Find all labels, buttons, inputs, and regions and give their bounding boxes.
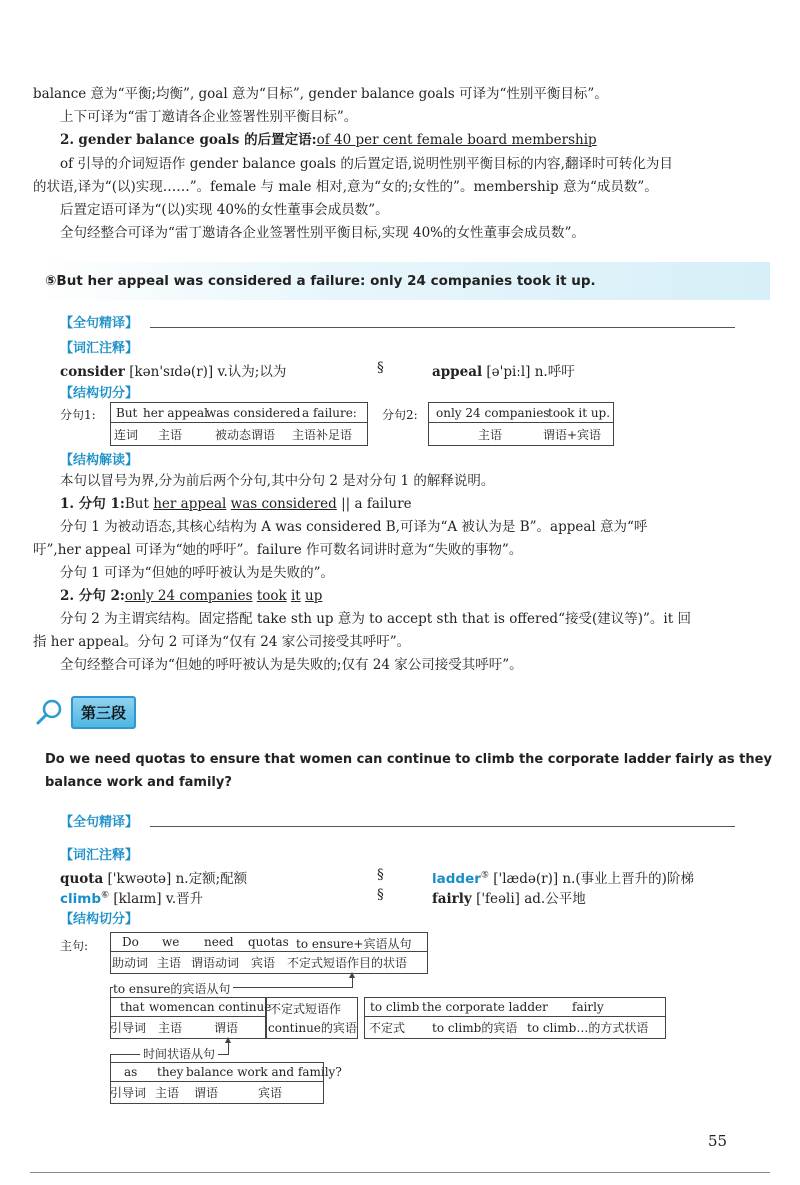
subheading bbox=[60, 587, 800, 605]
clause-role: 主语补足语 bbox=[292, 428, 353, 442]
clause-cell: Do bbox=[122, 935, 139, 949]
subheading-text: 1. 分句 1: bbox=[60, 496, 125, 512]
arrow-head bbox=[225, 1037, 231, 1043]
text: it bbox=[290, 588, 301, 604]
text-line: 上下可译为“雷丁邀请各企业签署性别平衡目标”。 bbox=[60, 109, 358, 125]
vocab-word: ladder bbox=[432, 871, 481, 887]
vocab-entry bbox=[60, 887, 203, 907]
clause-role: 不定式 bbox=[369, 1021, 406, 1035]
clause-cell: balance work and family? bbox=[186, 1065, 342, 1079]
clause-cell: her appeal bbox=[143, 406, 208, 420]
footer-rule bbox=[30, 1172, 770, 1173]
clause-role: 主语 bbox=[158, 1021, 183, 1035]
vocab-entry bbox=[60, 867, 247, 887]
vocab-def: ['lædə(r)] n.(事业上晋升的)阶梯 bbox=[488, 871, 694, 887]
clause-divider bbox=[110, 422, 368, 423]
text: But bbox=[124, 496, 154, 512]
clause-cell: quotas bbox=[248, 935, 289, 949]
text-line: 指 her appeal。分句 2 可译为“仅有 24 家公司接受其呼吁”。 bbox=[33, 634, 411, 650]
clause-role: 引导词 bbox=[110, 1086, 147, 1100]
clause-role: 被动态谓语 bbox=[215, 428, 276, 442]
vocab-entry bbox=[60, 360, 286, 380]
divider-icon: § bbox=[377, 867, 384, 883]
label-full-translation: 【全句精译】 bbox=[60, 316, 139, 331]
clause-label: 分句1: bbox=[60, 408, 96, 422]
subheading-text: 2. 分句 2: bbox=[60, 588, 125, 604]
label-vocab: 【词汇注释】 bbox=[60, 848, 139, 863]
vocab-word: consider bbox=[60, 364, 125, 380]
clause-label: continue的宾语 bbox=[268, 1021, 357, 1035]
text: only 24 companies bbox=[124, 588, 253, 604]
text: up bbox=[305, 588, 323, 604]
clause-label: 不定式短语作 bbox=[269, 1002, 342, 1016]
text-line: 分句 2 为主谓宾结构。固定搭配 take sth up 意为 to accept sth that is offered“接受(建议等)”。it 回 bbox=[60, 611, 691, 627]
clause-divider bbox=[364, 1016, 666, 1017]
clause-cell: only 24 companies bbox=[436, 406, 550, 420]
subheading-number: 2. bbox=[60, 132, 75, 148]
text-line: 分句 1 可译为“但她的呼吁被认为是失败的”。 bbox=[60, 565, 334, 581]
vocab-def: ['kwəʊtə] n.定额;配额 bbox=[103, 871, 248, 887]
subheading bbox=[60, 131, 800, 149]
clause-role: 连词 bbox=[114, 428, 139, 442]
vocab-entry bbox=[432, 887, 586, 907]
clause-role: 主语 bbox=[158, 428, 183, 442]
vocab-word: quota bbox=[60, 871, 104, 887]
clause-cell: they bbox=[157, 1065, 184, 1079]
answer-line bbox=[150, 826, 735, 827]
text-line: 全句经整合可译为“雷丁邀请各企业签署性别平衡目标,实现 40%的女性董事会成员数”。 bbox=[60, 225, 585, 241]
vocab-word: fairly bbox=[432, 891, 472, 907]
clause-role: 谓语+宾语 bbox=[543, 428, 602, 442]
clause-cell: can continue bbox=[193, 1000, 272, 1014]
clause-divider bbox=[110, 1081, 324, 1082]
clause-role: 主语 bbox=[157, 956, 182, 970]
text: took bbox=[256, 588, 287, 604]
text-line: balance 意为“平衡;均衡”, goal 意为“目标”, gender balance goals 可译为“性别平衡目标”。 bbox=[33, 86, 608, 102]
vocab-def: [klaɪm] v.晋升 bbox=[109, 891, 204, 907]
clause-cell: a failure: bbox=[302, 406, 357, 420]
clause-cell: was considered bbox=[206, 406, 301, 420]
sentence-5: ⑤But her appeal was considered a failure: only 24 companies took it up. bbox=[45, 273, 596, 289]
clause-cell: fairly bbox=[572, 1000, 604, 1014]
clause-role: 引导词 bbox=[110, 1021, 147, 1035]
answer-line bbox=[150, 327, 735, 328]
clause-cell: to climb bbox=[370, 1000, 420, 1014]
vocab-def: [kən'sɪdə(r)] v.认为;以为 bbox=[124, 364, 287, 380]
text-line: 分句 1 为被动语态,其核心结构为 A was considered B,可译为“A 被认为是 B”。appeal 意为“呼 bbox=[60, 519, 648, 535]
clause-divider bbox=[428, 422, 614, 423]
text-line: of 引导的介词短语作 gender balance goals 的后置定语,说明性别平衡目标的内容,翻译时可转化为目 bbox=[60, 156, 673, 172]
clause-role: 宾语 bbox=[258, 1086, 283, 1100]
label-structure: 【结构切分】 bbox=[60, 386, 139, 401]
text-line: 全句经整合可译为“但她的呼吁被认为是失败的;仅有 24 家公司接受其呼吁”。 bbox=[60, 657, 523, 673]
clause-role: 主语 bbox=[155, 1086, 180, 1100]
clause-cell: to ensure+宾语从句 bbox=[296, 937, 412, 951]
clause-cell: took it up. bbox=[548, 406, 611, 420]
question-line: Do we need quotas to ensure that women can continue to climb the corporate ladder fairly as they bbox=[45, 752, 772, 767]
clause-cell: the corporate ladder bbox=[422, 1000, 548, 1014]
text: was considered bbox=[230, 496, 337, 512]
clause-label: 分句2: bbox=[382, 408, 418, 422]
connector-label: to ensure的宾语从句 bbox=[113, 980, 233, 997]
divider-icon: § bbox=[377, 360, 384, 376]
clause-role: 谓语 bbox=[194, 1086, 219, 1100]
text: || a failure bbox=[336, 496, 412, 512]
clause-role: 助动词 bbox=[112, 956, 149, 970]
vocab-def: ['feəli] ad.公平地 bbox=[471, 891, 586, 907]
clause-role: 谓语 bbox=[214, 1021, 239, 1035]
section-title: 第三段 bbox=[71, 696, 136, 729]
text-line: 后置定语可译为“(以)实现 40%的女性董事会成员数”。 bbox=[60, 202, 389, 218]
label-structure: 【结构切分】 bbox=[60, 912, 139, 927]
clause-role: to climb…的方式状语 bbox=[527, 1021, 649, 1035]
clause-role: to climb的宾语 bbox=[432, 1021, 518, 1035]
clause-role: 谓语动词 bbox=[191, 956, 240, 970]
subheading-phrase: of 40 per cent female board membership bbox=[316, 132, 597, 148]
label-vocab: 【词汇注释】 bbox=[60, 341, 139, 356]
footnote-mark: ⑤ bbox=[480, 870, 489, 881]
clause-cell: we bbox=[162, 935, 180, 949]
subheading bbox=[60, 495, 800, 513]
section-heading bbox=[35, 695, 136, 729]
vocab-word: appeal bbox=[432, 364, 483, 380]
clause-cell: But bbox=[116, 406, 138, 420]
vocab-def: [ə'piːl] n.呼吁 bbox=[482, 364, 575, 380]
vocab-word: climb bbox=[60, 891, 101, 907]
vocab-entry bbox=[432, 867, 694, 887]
clause-cell: that bbox=[120, 1000, 145, 1014]
text-line: 的状语,译为“(以)实现……”。female 与 male 相对,意为“女的;女性的”。membership 意为“成员数”。 bbox=[33, 179, 658, 195]
magnifier-icon bbox=[35, 697, 65, 727]
label-reading: 【结构解读】 bbox=[60, 453, 139, 468]
clause-cell: as bbox=[124, 1065, 138, 1079]
text: her appeal bbox=[153, 496, 227, 512]
connector-label: 时间状语从句 bbox=[140, 1045, 218, 1062]
clause-label: 主句: bbox=[60, 939, 89, 953]
text-line: 本句以冒号为界,分为前后两个分句,其中分句 2 是对分句 1 的解释说明。 bbox=[60, 473, 495, 489]
connector-line bbox=[110, 1054, 111, 1062]
page-number: 55 bbox=[708, 1132, 728, 1150]
arrow-head bbox=[349, 972, 355, 978]
question-line: balance work and family? bbox=[45, 775, 232, 790]
clause-cell: women bbox=[149, 1000, 193, 1014]
subheading-text: gender balance goals 的后置定语: bbox=[78, 132, 317, 148]
connector-line bbox=[110, 987, 111, 997]
text-line: 吁”,her appeal 可译为“她的呼吁”。failure 作可数名词讲时意为“失败的事物”。 bbox=[33, 542, 523, 558]
vocab-entry bbox=[432, 360, 575, 380]
label-full-translation: 【全句精译】 bbox=[60, 815, 139, 830]
clause-role: 宾语 bbox=[251, 956, 276, 970]
clause-cell: need bbox=[204, 935, 234, 949]
footnote-mark: ⑥ bbox=[101, 890, 110, 901]
clause-role: 主语 bbox=[478, 428, 503, 442]
clause-divider bbox=[110, 1016, 266, 1017]
divider-icon: § bbox=[377, 887, 384, 903]
clause-role: 不定式短语作目的状语 bbox=[287, 956, 408, 970]
